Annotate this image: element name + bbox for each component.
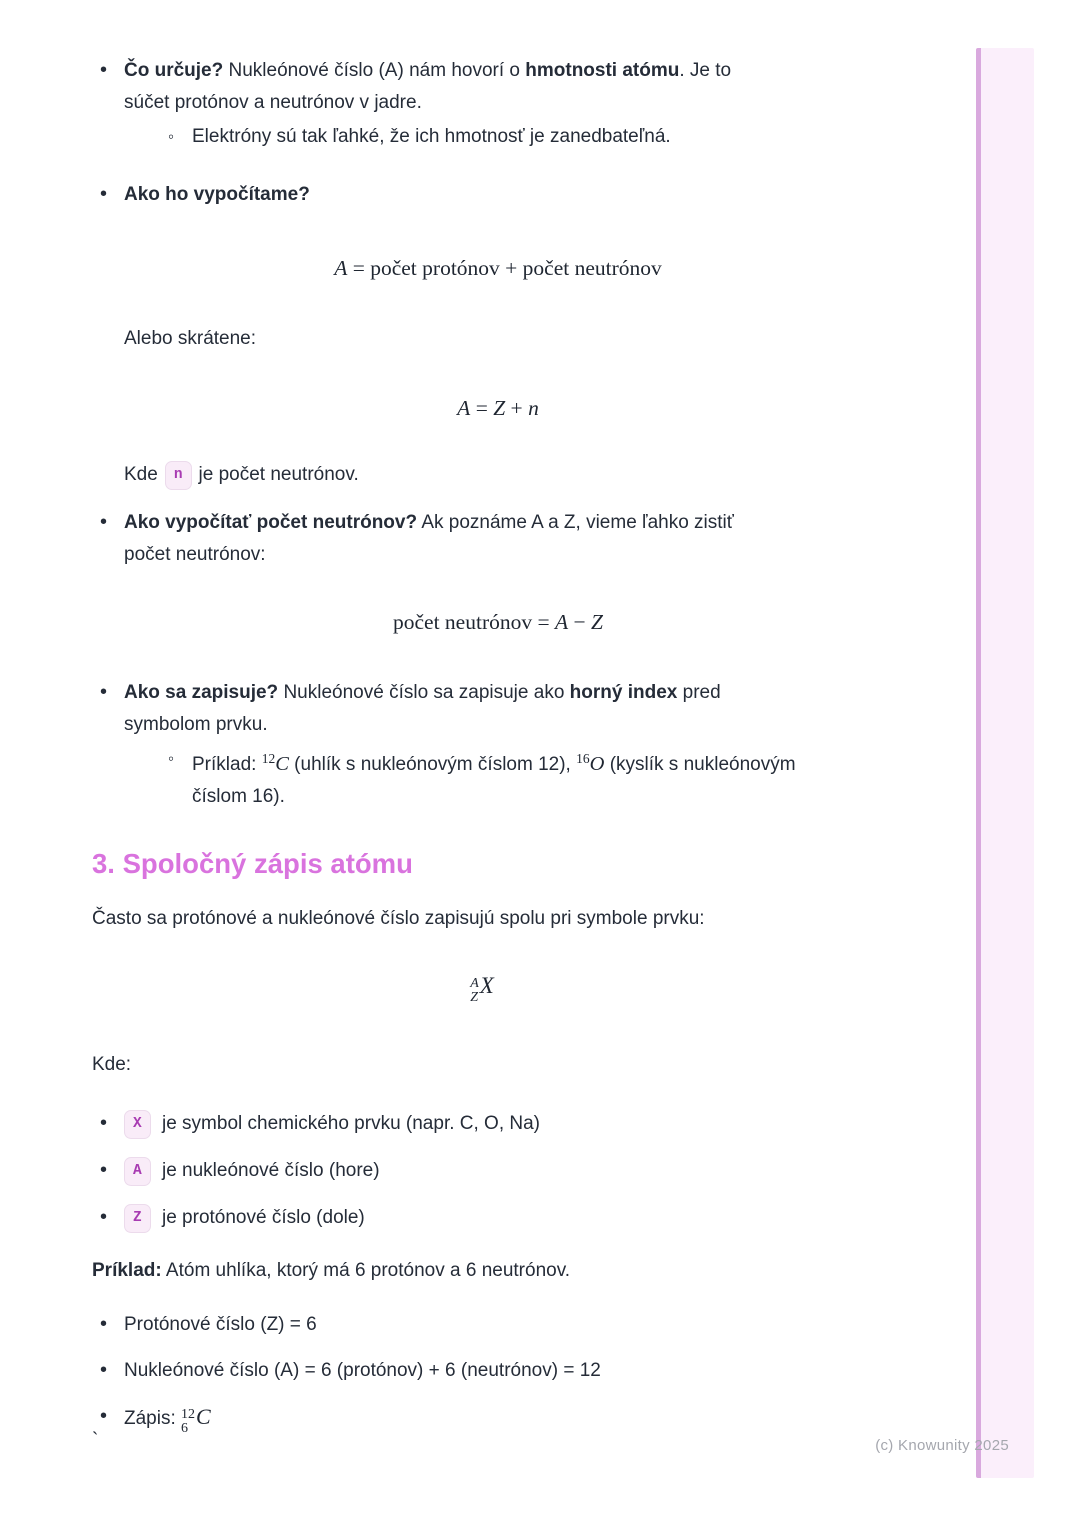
- math-operator: =: [470, 396, 494, 420]
- circle-bullet-marker: ◦: [168, 749, 175, 768]
- math-variable: Z: [591, 610, 603, 634]
- formula-azx-notation: [92, 965, 872, 1007]
- example-paragraph: [92, 1255, 872, 1287]
- body-text: Nukleónové číslo (A) nám hovorí o: [223, 60, 526, 81]
- body-text: Protónové číslo (Z) = 6: [124, 1314, 317, 1335]
- isotope-notation-o16: [576, 753, 604, 775]
- body-text-line: počet neutrónov:: [124, 544, 266, 565]
- mass-number: 16: [576, 751, 590, 766]
- mass-number: 12: [261, 751, 276, 766]
- math-variable: Z: [493, 396, 506, 420]
- body-text: je počet neutrónov.: [198, 464, 359, 485]
- inline-code-badge-a: A: [124, 1157, 151, 1186]
- math-variable: A: [555, 610, 569, 634]
- body-text-line: Alebo skrátene:: [124, 328, 257, 349]
- math-operator: −: [568, 610, 592, 634]
- body-text: . Je to: [679, 60, 732, 81]
- body-text: Zápis:: [124, 1408, 182, 1429]
- sub-list-item: [124, 121, 872, 153]
- legend-text: je symbol chemického prvku (napr. C, O, Na): [161, 1113, 541, 1134]
- list-item-ako-vypocitat-neutrony: [92, 507, 872, 637]
- example-label: Príklad:: [92, 1260, 162, 1281]
- element-symbol: O: [589, 753, 605, 775]
- term-label: Ako vypočítať počet neutrónov?: [124, 512, 418, 533]
- copyright-footer: (c) Knowunity 2025: [875, 1437, 1009, 1454]
- bullet-marker: •: [100, 1313, 108, 1335]
- bullet-marker: •: [100, 511, 108, 533]
- body-text: pred: [677, 682, 721, 703]
- bullet-marker: •: [100, 59, 108, 81]
- bullet-marker: •: [100, 1159, 108, 1181]
- bullet-marker: •: [100, 1112, 108, 1134]
- math-variable: A: [334, 256, 348, 280]
- math-operator: +: [505, 396, 529, 420]
- math-text: = počet protónov + počet neutrónov: [347, 256, 662, 280]
- element-symbol: C: [196, 1404, 211, 1429]
- term-label: Ako ho vypočítame?: [124, 184, 310, 205]
- body-text: Nukleónové číslo sa zapisuje ako: [278, 682, 570, 703]
- emphasis-text: horný index: [569, 682, 678, 703]
- list-item-co-urcuje: [92, 55, 872, 153]
- formula-a-z-n: [124, 393, 872, 423]
- body-text: Atóm uhlíka, ktorý má 6 protónov a 6 neutrónov.: [161, 1260, 571, 1281]
- stray-backtick-char: `: [92, 1430, 99, 1451]
- sub-list-item-priklad: [124, 743, 872, 813]
- atomic-number: Z: [470, 990, 478, 1005]
- inline-code-badge-n: n: [165, 461, 192, 490]
- inline-code-badge-z: Z: [124, 1204, 151, 1233]
- legend-text: je nukleónové číslo (hore): [161, 1160, 380, 1181]
- legend-text: je protónové číslo (dole): [161, 1207, 365, 1228]
- element-symbol: C: [275, 753, 289, 775]
- example-item-z: [92, 1309, 872, 1341]
- intro-paragraph: Často sa protónové a nukleónové číslo zapisujú spolu pri symbole prvku:: [92, 908, 705, 929]
- body-text: Kde: [124, 464, 158, 485]
- math-variable: A: [457, 396, 471, 420]
- term-label: Čo určuje?: [124, 60, 224, 81]
- body-text: Nukleónové číslo (A) = 6 (protónov) + 6 (neutrónov) = 12: [124, 1360, 601, 1381]
- emphasis-text: hmotnosti atómu: [525, 60, 680, 81]
- body-text: Príklad:: [192, 754, 262, 775]
- math-variable: n: [528, 396, 539, 420]
- body-text: (kyslík s nukleónovým: [604, 754, 796, 775]
- formula-nucleon-number: [124, 253, 872, 283]
- legend-item-x: [92, 1107, 872, 1141]
- page-margin-highlight-bar: [976, 48, 1034, 1478]
- term-label: Ako sa zapisuje?: [124, 682, 279, 703]
- kde-label: Kde:: [92, 1054, 132, 1075]
- bullet-marker: •: [100, 183, 108, 205]
- list-item-ako-vypocitame: [92, 179, 872, 491]
- mass-number: 12: [181, 1407, 196, 1422]
- body-text-line: súčet protónov a neutrónov v jadre.: [124, 92, 422, 113]
- math-text: počet neutrónov =: [393, 610, 555, 634]
- isotope-notation-c12: [262, 753, 289, 775]
- formula-neutron-count: [124, 607, 872, 637]
- bullet-marker: •: [100, 1359, 108, 1381]
- inline-code-badge-x: X: [124, 1110, 151, 1139]
- list-item-ako-sa-zapisuje: [92, 677, 872, 813]
- legend-item-z: [92, 1201, 872, 1235]
- bullet-marker: •: [100, 681, 108, 703]
- bullet-marker: •: [100, 1206, 108, 1228]
- example-item-a: [92, 1355, 872, 1387]
- notes-page: [92, 0, 872, 1436]
- mass-number: A: [470, 976, 479, 991]
- example-item-zapis: [92, 1401, 872, 1436]
- body-text-line: symbolom prvku.: [124, 714, 268, 735]
- body-text: (uhlík s nukleónovým číslom 12),: [288, 754, 577, 775]
- prescripts: [181, 1408, 195, 1436]
- circle-bullet-marker: ◦: [168, 127, 175, 146]
- element-symbol: X: [479, 973, 494, 998]
- kde-line: [124, 459, 872, 491]
- bullet-marker: •: [100, 1405, 108, 1427]
- legend-item-a: [92, 1154, 872, 1188]
- body-text: Elektróny sú tak ľahké, že ich hmotnosť je zanedbateľná.: [192, 126, 671, 147]
- isotope-notation-c12-6: [181, 1404, 211, 1436]
- body-text-line: číslom 16).: [192, 786, 285, 807]
- body-text: Ak poznáme A a Z, vieme ľahko zistiť: [417, 512, 734, 533]
- atomic-number: 6: [181, 1421, 189, 1436]
- prescripts: [470, 977, 479, 1005]
- section-heading: 3. Spoločný zápis atómu: [92, 848, 413, 879]
